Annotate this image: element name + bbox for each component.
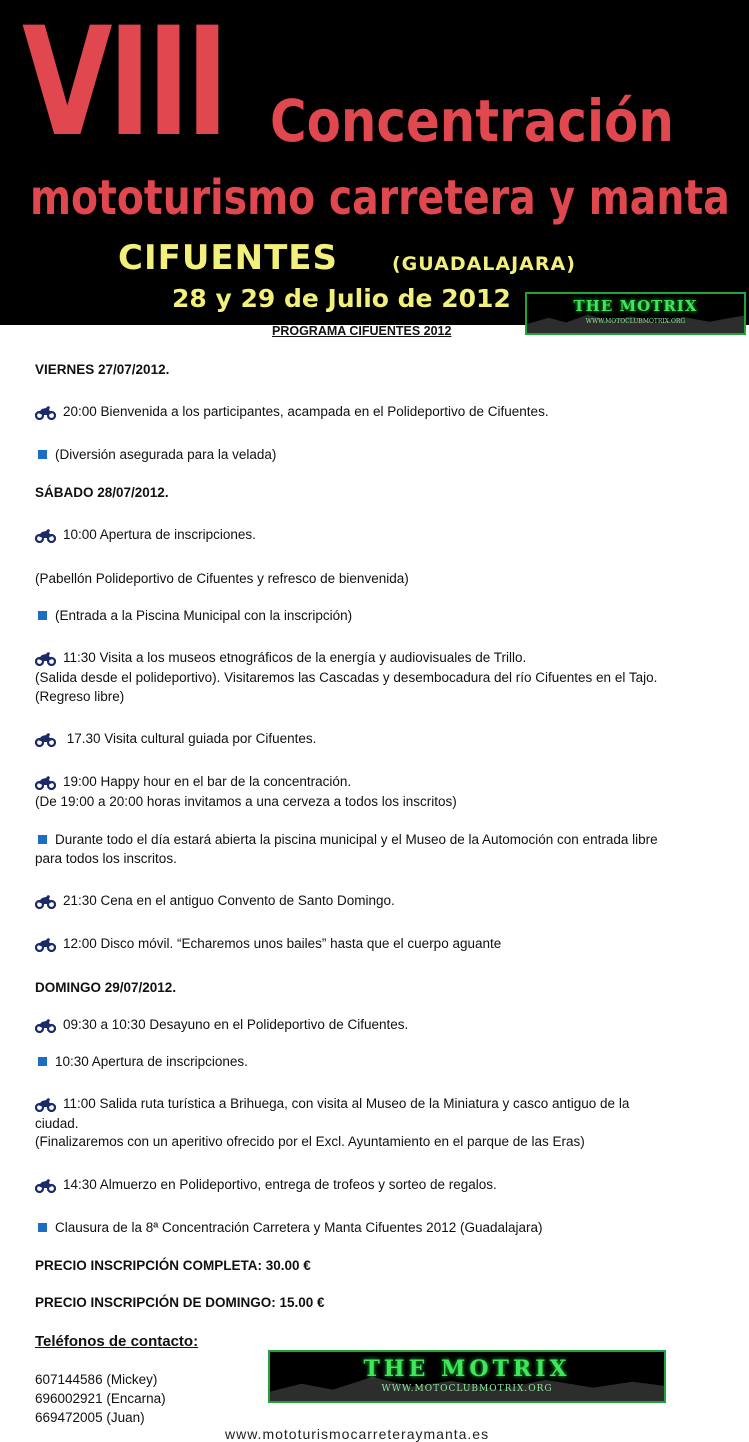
program-title: PROGRAMA CIFUENTES 2012 <box>272 324 452 338</box>
program-line-text: 11:30 Visita a los museos etnográficos de la energía y audiovisuales de Trillo. <box>63 650 527 665</box>
program-line <box>35 1114 79 1133</box>
program-line <box>35 772 351 791</box>
bullet-icon <box>38 835 47 844</box>
bullet-icon <box>38 611 47 620</box>
program-line-text: 19:00 Happy hour en el bar de la concentración. <box>63 774 352 789</box>
header-banner <box>0 0 749 325</box>
program-line <box>35 1015 408 1034</box>
motorbike-icon <box>35 937 56 952</box>
program-line-text: ciudad. <box>35 1116 79 1131</box>
program-line <box>35 1293 325 1312</box>
program-line <box>35 849 177 868</box>
logo-url: WWW.MOTOCLUBMOTRIX.ORG <box>381 1384 553 1394</box>
program-line <box>35 1408 145 1427</box>
logo-url: WWW.MOTOCLUBMOTRIX.ORG <box>585 318 686 325</box>
program-line-text: 607144586 (Mickey) <box>35 1372 158 1387</box>
program-line <box>35 1370 157 1389</box>
program-line <box>35 1094 629 1113</box>
program-line <box>35 668 657 687</box>
program-line <box>35 830 658 849</box>
program-line <box>35 729 316 748</box>
program-line-text: 696002921 (Encarna) <box>35 1391 166 1406</box>
program-line <box>35 687 124 706</box>
program-line-text: 10:30 Apertura de inscripciones. <box>55 1054 248 1069</box>
logo-name: THE MOTRIX <box>573 297 698 315</box>
program-line <box>35 445 276 464</box>
motorbike-icon <box>35 1097 56 1112</box>
program-line-text: 669472005 (Juan) <box>35 1410 145 1425</box>
motorbike-icon <box>35 894 56 909</box>
program-line-text: 09:30 a 10:30 Desayuno en el Polideportivo de Cifuentes. <box>63 1017 409 1032</box>
program-line <box>35 525 256 544</box>
motorbike-icon <box>35 405 56 420</box>
website-link[interactable]: www.mototurismocarreteraymanta.es <box>225 1426 490 1442</box>
program-line-text: Teléfonos de contacto: <box>35 1333 199 1350</box>
program-line-text: 14:30 Almuerzo en Polideportivo, entrega de trofeos y sorteo de regalos. <box>63 1177 497 1192</box>
program-line-text: SÁBADO 28/07/2012. <box>35 485 169 500</box>
motorbike-icon <box>35 1178 56 1193</box>
program-line <box>35 1175 497 1194</box>
program-line <box>35 978 176 997</box>
program-line <box>35 1218 543 1237</box>
program-line-text: Durante todo el día estará abierta la piscina municipal y el Museo de la Automoción con entrada libre <box>55 832 658 847</box>
program-line <box>35 483 169 502</box>
program-line-text: 11:00 Salida ruta turística a Brihuega, con visita al Museo de la Miniatura y casco antiguo de la <box>63 1096 630 1111</box>
program-line <box>35 360 169 379</box>
program-line <box>35 792 457 811</box>
program-line-text: para todos los inscritos. <box>35 851 177 866</box>
motorbike-icon <box>35 732 56 747</box>
program-line-text: (Pabellón Polideportivo de Cifuentes y refresco de bienvenida) <box>35 571 409 586</box>
program-line-text: 21:30 Cena en el antiguo Convento de Santo Domingo. <box>63 893 395 908</box>
program-line <box>35 606 352 625</box>
program-line <box>35 648 526 667</box>
program-line-text: (Diversión asegurada para la velada) <box>55 447 277 462</box>
program-line-text: PRECIO INSCRIPCIÓN DE DOMINGO: 15.00 € <box>35 1295 325 1310</box>
program-line <box>35 1332 198 1351</box>
program-line <box>35 1256 311 1275</box>
program-line-text: 10:00 Apertura de inscripciones. <box>63 527 256 542</box>
program-line-text: 12:00 Disco móvil. “Echaremos unos bailes” hasta que el cuerpo aguante <box>63 936 502 951</box>
program-line-text: (Regreso libre) <box>35 689 125 704</box>
program-line-text: (Salida desde el polideportivo). Visitaremos las Cascadas y desembocadura del río Cifuentes en el Tajo. <box>35 670 658 685</box>
motorbike-icon <box>35 775 56 790</box>
motorbike-icon <box>35 1018 56 1033</box>
program-line-text: Clausura de la 8ª Concentración Carretera y Manta Cifuentes 2012 (Guadalajara) <box>55 1220 543 1235</box>
program-line-text: (De 19:00 a 20:00 horas invitamos a una cerveza a todos los inscritos) <box>35 794 457 809</box>
banner-province: (GUADALAJARA) <box>392 253 576 275</box>
program-line <box>35 569 409 588</box>
program-line <box>35 1132 585 1151</box>
banner-dates: 28 y 29 de Julio de 2012 <box>172 284 511 313</box>
bullet-icon <box>38 1223 47 1232</box>
program-line <box>35 891 395 910</box>
program-line-text: DOMINGO 29/07/2012. <box>35 980 177 995</box>
banner-title: Concentración <box>270 87 674 155</box>
program-line-text: 17.30 Visita cultural guiada por Cifuentes. <box>63 731 317 746</box>
logo-name: THE MOTRIX <box>363 1356 571 1382</box>
program-line-text: (Finalizaremos con un aperitivo ofrecido por el Excl. Ayuntamiento en el parque de las Eras) <box>35 1134 585 1149</box>
edition-number: VIII <box>22 0 225 170</box>
program-line <box>35 934 501 953</box>
program-line-text: PRECIO INSCRIPCIÓN COMPLETA: 30.00 € <box>35 1258 311 1273</box>
motorbike-icon <box>35 528 56 543</box>
banner-subtitle: mototurismo carretera y manta <box>30 170 730 226</box>
motrix-logo-bottom <box>268 1350 666 1403</box>
program-line-text: VIERNES 27/07/2012. <box>35 362 170 377</box>
bullet-icon <box>38 1057 47 1066</box>
program-line <box>35 1052 248 1071</box>
program-line <box>35 402 549 421</box>
bullet-icon <box>38 450 47 459</box>
program-line <box>35 1389 166 1408</box>
motrix-logo-top <box>525 292 746 335</box>
program-line-text: (Entrada a la Piscina Municipal con la inscripción) <box>55 608 353 623</box>
banner-city: CIFUENTES <box>118 238 339 278</box>
motorbike-icon <box>35 651 56 666</box>
program-line-text: 20:00 Bienvenida a los participantes, acampada en el Polideportivo de Cifuentes. <box>63 404 549 419</box>
